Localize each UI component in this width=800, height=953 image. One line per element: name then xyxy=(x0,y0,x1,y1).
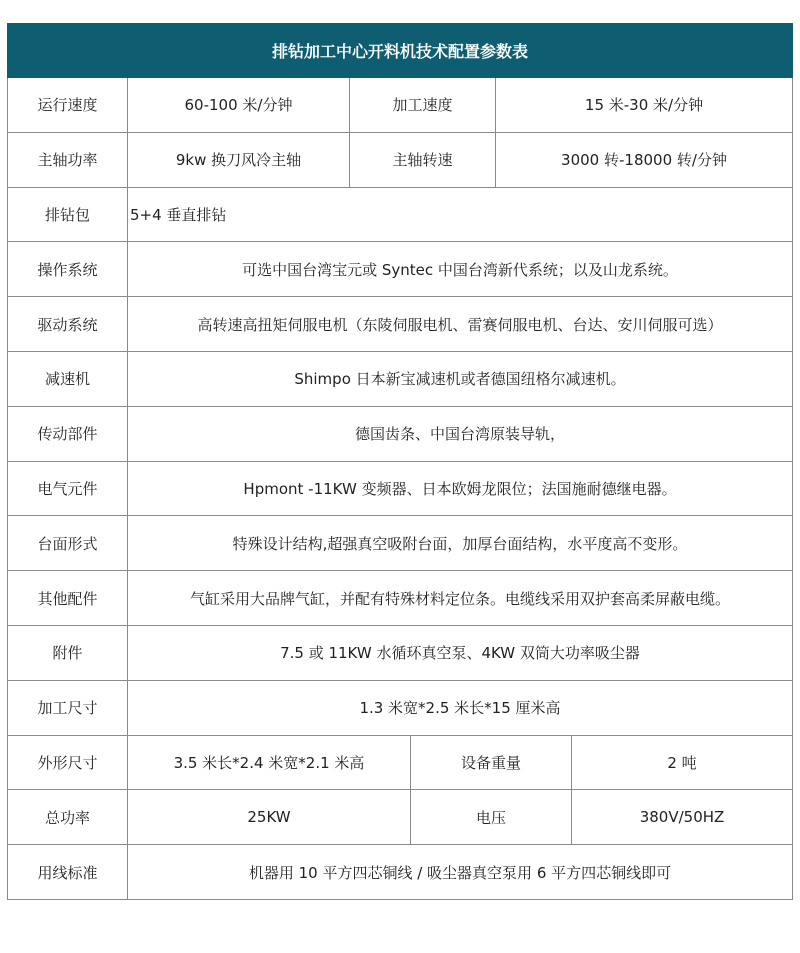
cell-value: Hpmont -11KW 变频器、日本欧姆龙限位；法国施耐德继电器。 xyxy=(243,479,677,498)
row-label: 加工尺寸 xyxy=(8,681,128,735)
table-row xyxy=(8,571,792,626)
cell-label: 设备重量 xyxy=(411,736,572,790)
table-row xyxy=(8,626,792,681)
cell-label: 主轴转速 xyxy=(350,133,496,187)
row-label: 主轴功率 xyxy=(8,133,128,187)
table-row xyxy=(8,242,792,297)
row-label: 外形尺寸 xyxy=(8,736,128,790)
cell-value: 60-100 米/分钟 xyxy=(128,78,350,132)
spec-sheet xyxy=(7,23,793,900)
cell-value: 7.5 或 11KW 水循环真空泵、4KW 双筒大功率吸尘器 xyxy=(280,644,640,663)
cell-value: 机器用 10 平方四芯铜线 / 吸尘器真空泵用 6 平方四芯铜线即可 xyxy=(248,863,672,882)
table-row xyxy=(8,78,792,133)
row-label: 附件 xyxy=(8,626,128,680)
table-row xyxy=(8,352,792,407)
spec-table xyxy=(7,78,793,900)
cell-label: 加工速度 xyxy=(350,78,496,132)
row-label: 电气元件 xyxy=(8,462,128,516)
cell-value: 9kw 换刀风冷主轴 xyxy=(128,133,350,187)
row-label: 驱动系统 xyxy=(8,297,128,351)
cell-value: 2 吨 xyxy=(667,753,697,772)
row-label: 用线标准 xyxy=(8,845,128,899)
cell-value: 15 米-30 米/分钟 xyxy=(584,96,704,115)
row-label: 减速机 xyxy=(8,352,128,406)
table-row xyxy=(8,516,792,571)
cell-value: 3000 转-18000 转/分钟 xyxy=(561,151,727,170)
row-label: 运行速度 xyxy=(8,78,128,132)
cell-value: Shimpo 日本新宝减速机或者德国纽格尔减速机。 xyxy=(294,370,626,389)
table-row xyxy=(8,736,792,791)
table-row xyxy=(8,845,792,900)
row-label: 传动部件 xyxy=(8,407,128,461)
cell-value: 3.5 米长*2.4 米宽*2.1 米高 xyxy=(128,736,411,790)
table-row xyxy=(8,681,792,736)
cell-value: 可选中国台湾宝元或 Syntec 中国台湾新代系统；以及山龙系统。 xyxy=(242,260,678,279)
table-row xyxy=(8,790,792,845)
row-label: 台面形式 xyxy=(8,516,128,570)
row-label: 总功率 xyxy=(8,790,128,844)
table-row xyxy=(8,188,792,243)
cell-value: 高转速高扭矩伺服电机（东陵伺服电机、雷赛伺服电机、台达、安川伺服可选） xyxy=(197,315,723,334)
row-label: 其他配件 xyxy=(8,571,128,625)
table-row xyxy=(8,407,792,462)
cell-value: 5+4 垂直排钻 xyxy=(130,205,227,224)
cell-value: 1.3 米宽*2.5 米长*15 厘米高 xyxy=(359,699,561,718)
cell-value: 特殊设计结构,超强真空吸附台面，加厚台面结构，水平度高不变形。 xyxy=(232,534,688,553)
table-row xyxy=(8,462,792,517)
cell-value: 25KW xyxy=(128,790,411,844)
cell-value: 气缸采用大品牌气缸，并配有特殊材料定位条。电缆线采用双护套高柔屏蔽电缆。 xyxy=(189,589,730,608)
row-label: 排钻包 xyxy=(8,188,128,242)
table-row xyxy=(8,133,792,188)
cell-value: 380V/50HZ xyxy=(639,808,725,827)
cell-label: 电压 xyxy=(411,790,572,844)
row-label: 操作系统 xyxy=(8,242,128,296)
table-row xyxy=(8,297,792,352)
cell-value: 德国齿条、中国台湾原装导轨， xyxy=(354,425,565,444)
table-title: 排钻加工中心开料机技术配置参数表 xyxy=(7,23,793,78)
